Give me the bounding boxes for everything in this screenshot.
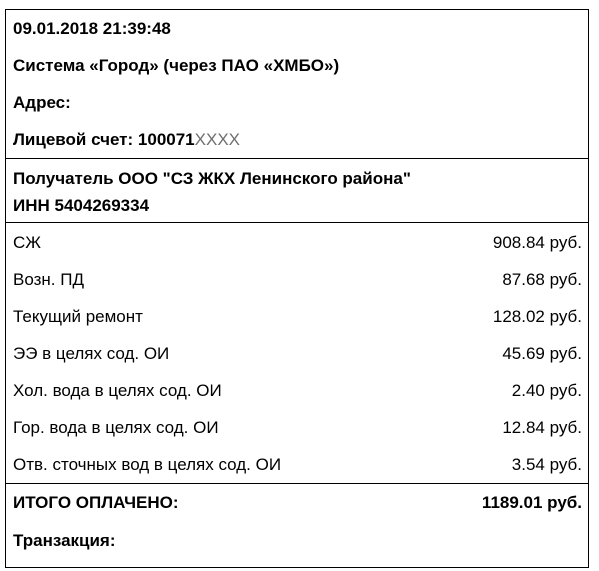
transaction-row: [6, 522, 588, 560]
item-amount: 87.68 руб.: [502, 269, 582, 289]
account-label: Лицевой счет:: [13, 130, 134, 149]
list-item: [6, 261, 588, 298]
item-name: Гор. вода в целях сод. ОИ: [13, 417, 219, 437]
payment-receipt: [5, 9, 589, 568]
transaction-label: Транзакция:: [13, 531, 116, 550]
list-item: [6, 446, 588, 483]
item-amount: 12.84 руб.: [502, 417, 582, 437]
recipient-name: Получатель ООО "СЗ ЖКХ Ленинского района": [13, 169, 411, 188]
receipt-datetime: 09.01.2018 21:39:48: [13, 19, 171, 38]
item-name: ЭЭ в целях сод. ОИ: [13, 343, 170, 363]
item-name: Возн. ПД: [13, 269, 84, 289]
item-name: СЖ: [13, 232, 41, 252]
item-name: Отв. сточных вод в целях сод. ОИ: [13, 454, 282, 474]
item-amount: 3.54 руб.: [511, 454, 582, 474]
receipt-footer: [6, 484, 588, 560]
total-row: [6, 484, 588, 522]
payment-items: [6, 223, 588, 484]
list-item: [6, 298, 588, 335]
account-line: [6, 121, 588, 158]
list-item: [6, 409, 588, 446]
item-amount: 908.84 руб.: [492, 232, 582, 252]
address-label: Адрес:: [13, 93, 71, 112]
total-amount: 1189.01 руб.: [481, 493, 582, 512]
item-name: Текущий ремонт: [13, 306, 143, 326]
recipient-block: [6, 159, 588, 223]
receipt-header: [6, 10, 588, 159]
account-number: 100071: [137, 130, 195, 149]
account-number-mask: XXXX: [194, 130, 240, 149]
item-amount: 128.02 руб.: [492, 306, 582, 326]
payment-system: Система «Город» (через ПАО «ХМБО»): [13, 56, 340, 75]
item-amount: 2.40 руб.: [511, 380, 582, 400]
item-name: Хол. вода в целях сод. ОИ: [13, 380, 222, 400]
list-item: [6, 372, 588, 409]
recipient-inn: ИНН 5404269334: [13, 196, 150, 215]
total-label: ИТОГО ОПЛАЧЕНО:: [13, 493, 179, 512]
item-amount: 45.69 руб.: [502, 343, 582, 363]
list-item: [6, 335, 588, 372]
list-item: [6, 224, 588, 261]
